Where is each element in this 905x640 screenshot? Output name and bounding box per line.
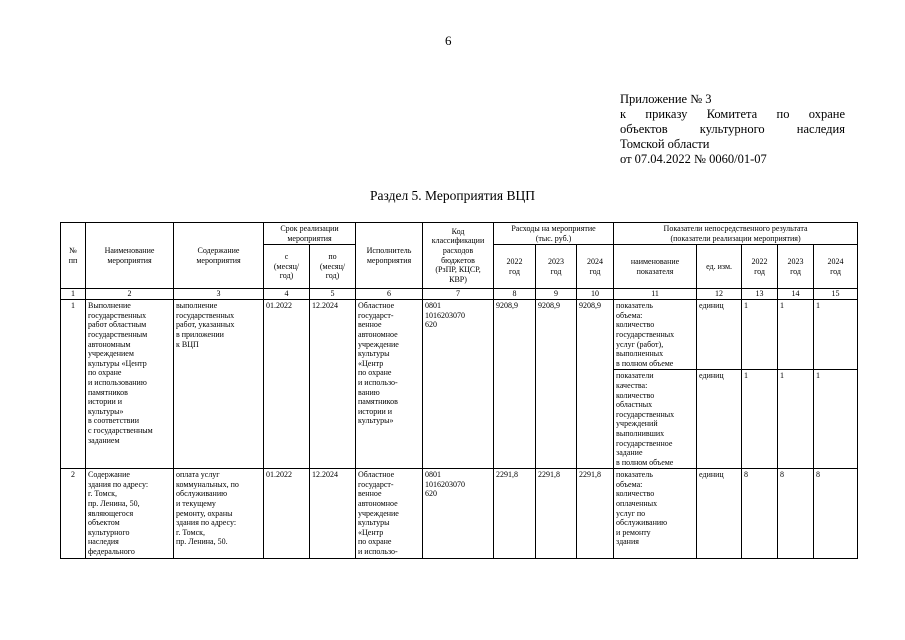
header-exp-2024: 2024 год — [577, 245, 614, 289]
column-number: 6 — [356, 289, 423, 300]
executor: Областное государст- венное автономное учреждение культуры «Центр по охране и использо- ванию памятников истории и культуры» — [356, 300, 423, 469]
measure-name: Выполнение государственных работ областным государственным автономным учреждением культуры «Центр по охране и использованию памятников истории и культуры» в соответствии с государственным заданием — [86, 300, 174, 469]
header-num: № пп — [61, 223, 86, 289]
table-row — [61, 300, 858, 370]
indicator-2024: 8 — [814, 469, 858, 558]
indicator-name: показатель объема: количество государственных услуг (работ), выполненных в полном объеме — [614, 300, 697, 370]
column-number: 15 — [814, 289, 858, 300]
header-executor: Исполнитель мероприятия — [356, 223, 423, 289]
indicator-2023: 8 — [778, 469, 814, 558]
header-indicators: Показатели непосредственного результата (показатели реализации мероприятия) — [614, 223, 858, 245]
measures-table — [60, 222, 858, 559]
column-number: 1 — [61, 289, 86, 300]
expense-2022: 2291,8 — [494, 469, 536, 558]
appendix-line: от 07.04.2022 № 0060/01-07 — [620, 152, 767, 166]
header-ind-2023: 2023 год — [778, 245, 814, 289]
expense-2022: 9208,9 — [494, 300, 536, 469]
header-ind-2022: 2022 год — [742, 245, 778, 289]
indicator-2024: 1 — [814, 370, 858, 469]
expense-2023: 9208,9 — [536, 300, 577, 469]
header-period-from: с (месяц/ год) — [264, 245, 310, 289]
period-to: 12.2024 — [310, 469, 356, 558]
period-to: 12.2024 — [310, 300, 356, 469]
indicator-2023: 1 — [778, 370, 814, 469]
indicator-name: показатели качества: количество областных государственных учреждений выполнивших государственное задание в полном объеме — [614, 370, 697, 469]
table-row — [61, 469, 858, 558]
row-number: 1 — [61, 300, 86, 469]
page-number: 6 — [445, 33, 452, 48]
appendix-header — [620, 92, 845, 167]
header-exp-2023: 2023 год — [536, 245, 577, 289]
indicator-unit: единиц — [697, 469, 742, 558]
row-number: 2 — [61, 469, 86, 558]
column-number: 10 — [577, 289, 614, 300]
header-ind-2024: 2024 год — [814, 245, 858, 289]
measure-content: выполнение государственных работ, указанных в приложении к ВЦП — [174, 300, 264, 469]
indicator-2022: 8 — [742, 469, 778, 558]
indicator-2024: 1 — [814, 300, 858, 370]
column-numbers-row — [61, 289, 858, 300]
column-number: 14 — [778, 289, 814, 300]
appendix-line: объектов культурного наследия — [620, 122, 845, 136]
column-number: 13 — [742, 289, 778, 300]
budget-code: 0801 1016203070 620 — [423, 469, 494, 558]
header-ind-unit: ед. изм. — [697, 245, 742, 289]
appendix-line: к приказу Комитета по охране — [620, 107, 845, 121]
column-number: 3 — [174, 289, 264, 300]
header-code: Код классификации расходов бюджетов (РзПР, КЦСР, КВР) — [423, 223, 494, 289]
executor: Областное государст- венное автономное учреждение культуры «Центр по охране и использо- — [356, 469, 423, 558]
header-period: Срок реализации мероприятия — [264, 223, 356, 245]
indicator-unit: единиц — [697, 300, 742, 370]
section-title: Раздел 5. Мероприятия ВЦП — [370, 188, 535, 203]
indicator-2022: 1 — [742, 370, 778, 469]
column-number: 12 — [697, 289, 742, 300]
period-from: 01.2022 — [264, 300, 310, 469]
header-exp-2022: 2022 год — [494, 245, 536, 289]
measure-content: оплата услуг коммунальных, по обслуживанию и текущему ремонту, охраны здания по адресу: г. Томск, пр. Ленина, 50. — [174, 469, 264, 558]
column-number: 9 — [536, 289, 577, 300]
header-expenses: Расходы на мероприятие (тыс. руб.) — [494, 223, 614, 245]
appendix-line: Приложение № 3 — [620, 92, 712, 106]
header-period-to: по (месяц/ год) — [310, 245, 356, 289]
indicator-2022: 1 — [742, 300, 778, 370]
budget-code: 0801 1016203070 620 — [423, 300, 494, 469]
column-number: 5 — [310, 289, 356, 300]
expense-2023: 2291,8 — [536, 469, 577, 558]
period-from: 01.2022 — [264, 469, 310, 558]
indicator-2023: 1 — [778, 300, 814, 370]
column-number: 8 — [494, 289, 536, 300]
expense-2024: 9208,9 — [577, 300, 614, 469]
appendix-line: Томской области — [620, 137, 710, 151]
header-content: Содержание мероприятия — [174, 223, 264, 289]
expense-2024: 2291,8 — [577, 469, 614, 558]
column-number: 2 — [86, 289, 174, 300]
column-number: 7 — [423, 289, 494, 300]
column-number: 4 — [264, 289, 310, 300]
column-number: 11 — [614, 289, 697, 300]
indicator-name: показатель объема: количество оплаченных услуг по обслуживанию и ремонту здания — [614, 469, 697, 558]
measure-name: Содержание здания по адресу: г. Томск, пр. Ленина, 50, являющегося объектом культурного наследия федерального — [86, 469, 174, 558]
indicator-unit: единиц — [697, 370, 742, 469]
header-ind-name: наименование показателя — [614, 245, 697, 289]
header-name: Наименование мероприятия — [86, 223, 174, 289]
